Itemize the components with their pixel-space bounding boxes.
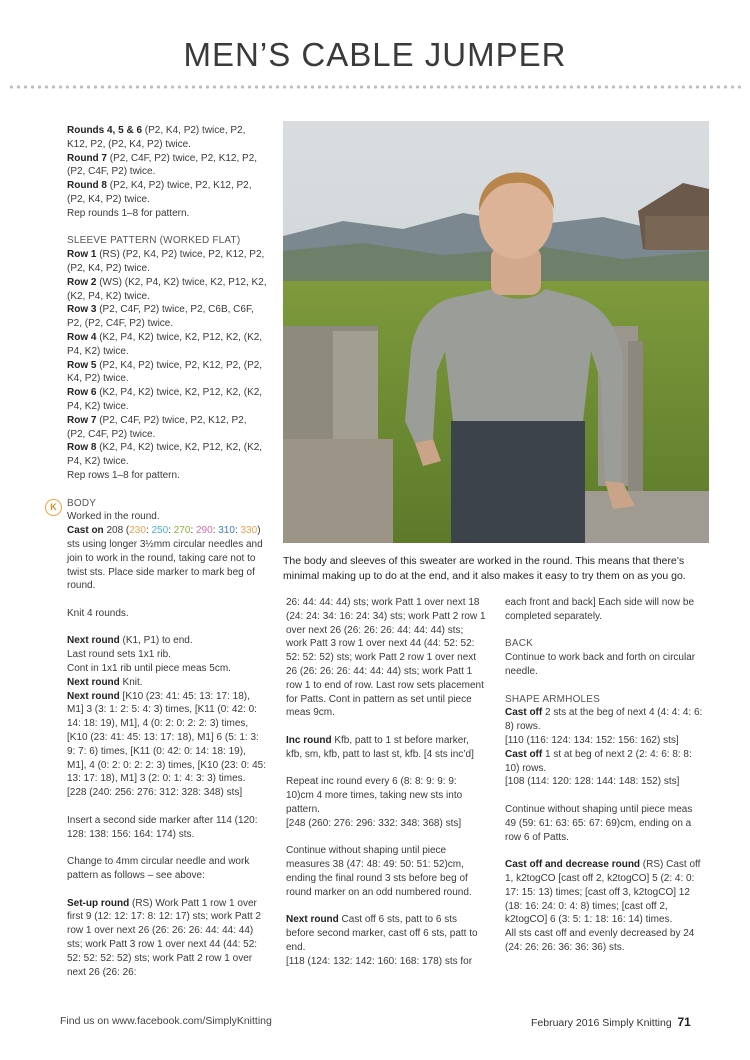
insert-marker: Insert a second side marker after 114 (120: 128: 138: 156: 164: 174) sts. bbox=[67, 814, 258, 840]
armholes-heading: SHAPE ARMHOLES bbox=[505, 693, 601, 705]
sleeve-rows: Row 1 (RS) (P2, K4, P2) twice, P2, K12, P2, (P2, K4, P2) twice. Row 2 (WS) (K2, P4, K2) twice, K2, P12, K2, (K2, P4, K2) twice. Row 3 (P2, C4F, P2) twice, P2, C6B, C6F, P2, (P2, C4F, P2) twice. Row 4 (K2, P4, K2) twice, K2, P12, K2, (K2, P4, K2) twice. Row 5 (P2, K4, P2) twice, P2, K12, P2, (P2, K4, P2) twice. Row 6 (K2, P4, K2) twice, K2, P12, K2, (K2, P4, K2) twice. Row 7 (P2, C4F, P2) twice, P2, K12, P2, (P2, C4F, P2) twice. Row 8 (K2, P4, K2) twice, K2, P12, K2, (K2, P4, K2) twice. Rep rows 1–8 for pattern. bbox=[67, 249, 267, 481]
body-heading: BODY bbox=[67, 497, 97, 509]
armhole-shaping: Cast off 2 sts at the beg of next 4 (4: 4: 4: 6: 8) rows. [110 (116: 124: 134: 152: 156: 162) sts] Cast off 1 st at beg of next 2 (2: 4: 6: 8: 8: 10) rows. [108 (114: 120: 128: 144: 148: 152) sts] bbox=[505, 707, 703, 788]
continue-without-shaping: Continue without shaping until piece meas 49 (59: 61: 63: 65: 67: 69)cm, ending on a row 6 of Patts. bbox=[505, 803, 693, 843]
photo-caption: The body and sleeves of this sweater are worked in the round. This means that there’s minimal making up to do at the end, and it also makes it easy to try them on as you go. bbox=[283, 555, 686, 582]
continue-shaping: Continue without shaping until piece measures 38 (47: 48: 49: 50: 51: 52)cm, ending the final round 3 sts before beg of round marker on an odd numbered round. bbox=[286, 845, 472, 898]
knit-4-rounds: Knit 4 rounds. bbox=[67, 607, 129, 619]
footer-facebook-link[interactable]: Find us on www.facebook.com/SimplyKnitting bbox=[60, 1015, 272, 1027]
text-column-2 bbox=[286, 596, 486, 982]
rib-section: Next round (K1, P1) to end. Last round sets 1x1 rib. Cont in 1x1 rib until piece meas 5cm. Next round Knit. Next round [K10 (23: 41: 45: 13: 17: 18), M1] 3 (3: 1: 2: 5: 4: 3) times, [K11 (0: 42: 0: 14: 18: 19), M1], 4 (0: 2: 0: 2: 2: 3) times, [K10 (23: 41: 45: 13: 17: 18), M1] 6 (5: 1: 3: 9: 7: 6) times, [K11 (0: 42: 0: 14: 18: 19), M1], 4 (0: 2: 0: 2: 2: 3) times, [K10 (23: 0: 45: 13: 17: 18), M1] 3 (2: 0: 1: 4: 3: 3) times. [228 (240: 256: 276: 312: 328: 348) sts] bbox=[67, 635, 266, 799]
repeat-inc: Repeat inc round every 6 (8: 8: 9: 9: 9: 10)cm 4 more times, taking new sts into pattern. [248 (260: 276: 296: 332: 348: 368) sts] bbox=[286, 776, 463, 829]
body-cast-on: Worked in the round. Cast on 208 (230: 250: 270: 290: 310: 330) sts using longer 3½mm circular needles and join to work in the round, taking care not to twist sts. Place side marker to mark beg of round. bbox=[67, 511, 263, 592]
photo-illustration bbox=[283, 121, 709, 543]
sleeve-pattern-heading: SLEEVE PATTERN (WORKED FLAT) bbox=[67, 235, 241, 247]
footer-issue: February 2016 Simply Knitting 71 bbox=[531, 1015, 691, 1029]
back-text: Continue to work back and forth on circular needle. bbox=[505, 652, 696, 677]
knitting-badge-icon: K bbox=[45, 499, 62, 516]
text-column-1 bbox=[67, 124, 267, 993]
separate-sides: each front and back] Each side will now be completed separately. bbox=[505, 597, 694, 622]
cast-off-decrease: Cast off and decrease round (RS) Cast off 1, k2togCO [cast off 2, k2togCO] 5 (2: 4: 0: 17: 15: 13) times; [cast off 3, k2togCO] 12 (18: 16: 24: 0: 4: 8) times; [cast off 2, k2togCO] 6 (3: 5: 1: 18: 16: 14) times. All sts cast off and evenly decreased by 24 (24: 26: 26: 36: 36: 36) sts. bbox=[505, 859, 701, 953]
back-heading: BACK bbox=[505, 638, 534, 650]
setup-round-cont: 26: 44: 44: 44) sts; work Patt 1 over next 18 (24: 24: 34: 16: 24: 34) sts; work Patt 2 row 1 over next 26 (26: 26: 26: 44: 44: 44) sts; work Patt 3 row 1 over next 44 (44: 52: 52: 52: 52: 52) sts; work Patt 2 row 1 over next 26 (26: 26: 26: 44: 44: 44) sts; work Patt 1 row 1 to end of row. Last row sets placement for Patts. Cont in pattern as set until piece meas 9cm. bbox=[286, 597, 486, 719]
text-column-3 bbox=[505, 596, 705, 969]
setup-round: Set-up round (RS) Work Patt 1 row 1 over first 9 (12: 12: 17: 8: 12: 17) sts; work Patt 2 row 1 over next 26 (26: 26: 26: 44: 44: 44) sts; work Patt 3 row 1 over next 44 (44: 52: 52: 52: 52: 52) sts; work Patt 2 row 1 over next 26 (26: 26: bbox=[67, 897, 261, 978]
pattern-rounds-4-6: Rounds 4, 5 & 6 (P2, K4, P2) twice, P2, K12, P2, (P2, K4, P2) twice. Round 7 (P2, C4F, P2) twice, P2, K12, P2, (P2, C4F, P2) twice. Round 8 (P2, K4, P2) twice, P2, K12, P2, (P2, K4, P2) twice. Rep rounds 1–8 for pattern. bbox=[67, 125, 258, 219]
dotted-divider bbox=[8, 84, 742, 90]
inc-round: Inc round Kfb, patt to 1 st before marker, kfb, sm, kfb, patt to last st, kfb. [4 sts inc’d] bbox=[286, 734, 474, 760]
next-round-cast-off: Next round Cast off 6 sts, patt to 6 sts before second marker, cast off 6 sts, patt to end. [118 (124: 132: 142: 160: 168: 178) sts for bbox=[286, 914, 478, 967]
jumper-photo bbox=[283, 121, 709, 543]
page-number: 71 bbox=[677, 1015, 691, 1029]
change-needle: Change to 4mm circular needle and work pattern as follows – see above: bbox=[67, 856, 250, 882]
page-title: MEN’S CABLE JUMPER bbox=[183, 36, 567, 73]
